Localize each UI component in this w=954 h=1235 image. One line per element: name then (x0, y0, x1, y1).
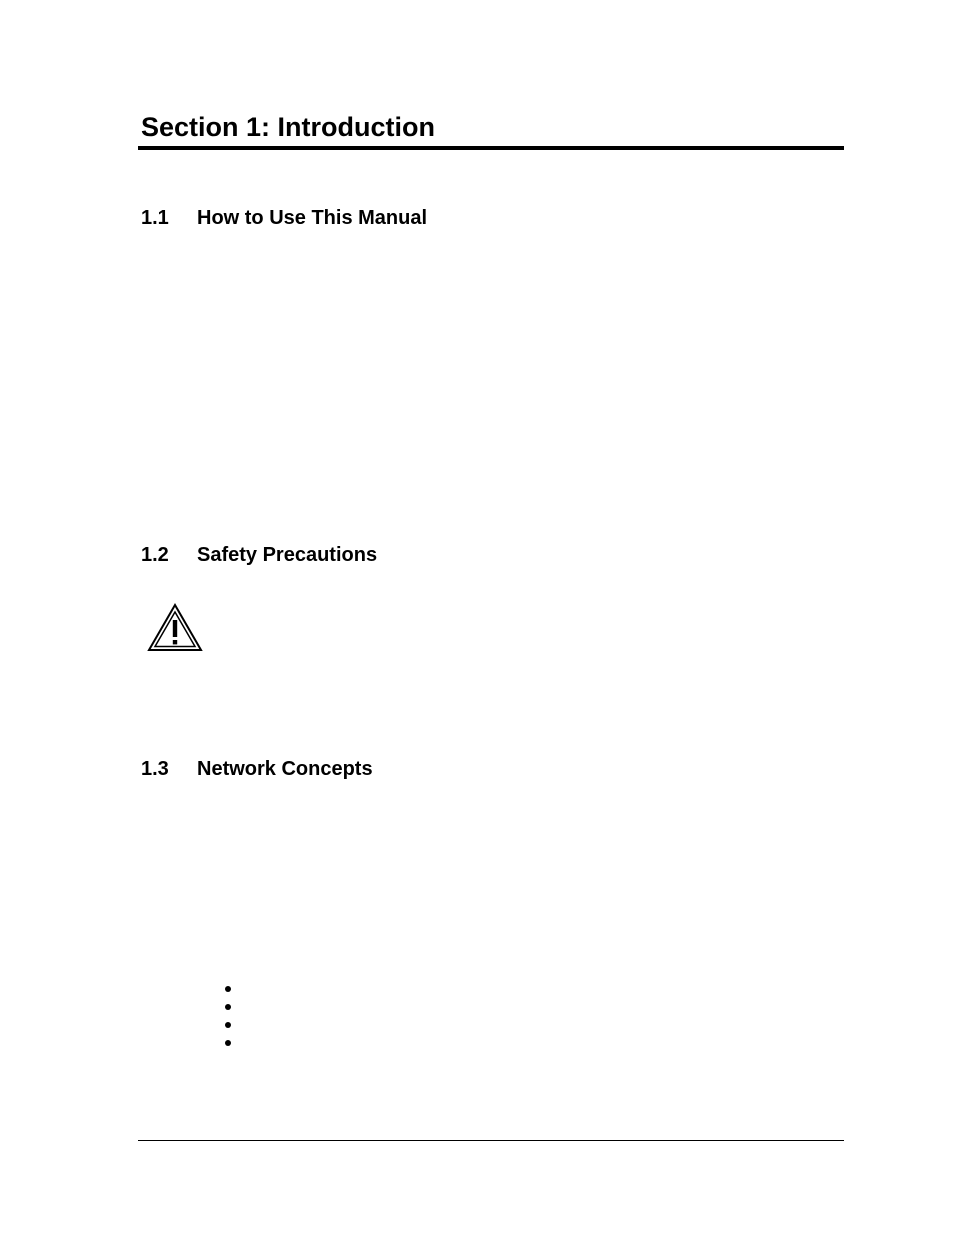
section-number: 1.2 (141, 544, 169, 566)
page-title: Section 1: Introduction (141, 112, 435, 142)
section-title: How to Use This Manual (197, 207, 428, 229)
bullet-list (224, 980, 232, 1052)
list-item (224, 1034, 232, 1052)
list-item (224, 998, 232, 1016)
list-item (224, 980, 232, 998)
bullet-icon (225, 986, 231, 992)
footer-divider (138, 1140, 844, 1141)
list-item (224, 1016, 232, 1034)
section-heading-safety (141, 543, 377, 567)
section-heading-network (141, 757, 373, 781)
section-title: Safety Precautions (197, 544, 378, 566)
bullet-icon (225, 1004, 231, 1010)
section-number: 1.3 (141, 758, 169, 780)
bullet-icon (225, 1022, 231, 1028)
section-heading-how-to-use (141, 206, 427, 230)
section-number: 1.1 (141, 207, 169, 229)
warning-triangle-icon (147, 603, 203, 652)
section-title: Network Concepts (197, 758, 373, 780)
title-divider (138, 146, 844, 150)
bullet-icon (225, 1040, 231, 1046)
